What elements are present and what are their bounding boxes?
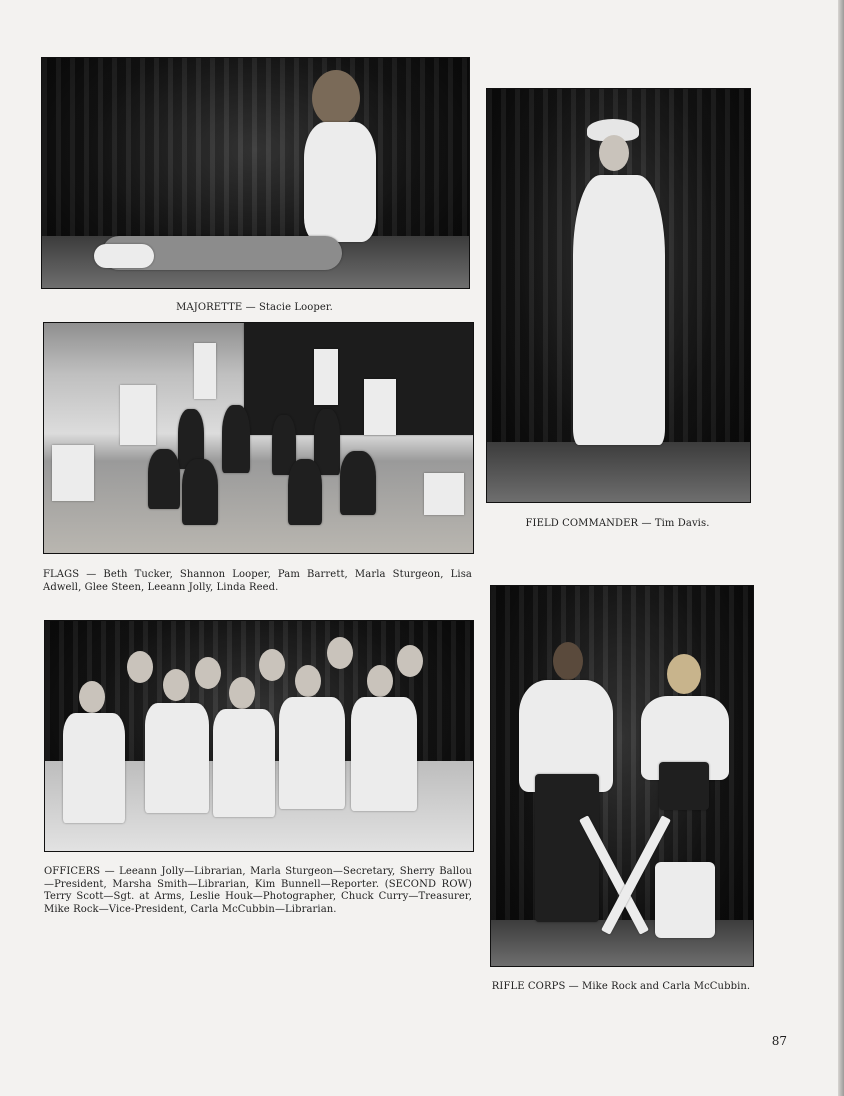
- page-edge: [838, 0, 844, 1096]
- officer-head: [229, 677, 255, 709]
- flag: [120, 385, 156, 445]
- officer-jacket: [279, 697, 345, 809]
- stage-floor: [487, 442, 750, 502]
- flag: [364, 379, 396, 435]
- officer-head: [397, 645, 423, 677]
- flag: [194, 343, 216, 399]
- rifle-corps-caption: RIFLE CORPS — Mike Rock and Carla McCubbin.: [491, 981, 751, 992]
- flags-caption: FLAGS — Beth Tucker, Shannon Looper, Pam Barrett, Marla Sturgeon, Lisa Adwell, Glee Steen, Leeann Jolly, Linda Reed.: [43, 569, 472, 593]
- officer-head: [259, 649, 285, 681]
- rifle-member-pants: [535, 774, 599, 922]
- majorette-boot: [94, 244, 154, 268]
- officer-jacket: [213, 709, 275, 817]
- majorette-figure: [304, 122, 376, 242]
- majorette-photo: [41, 57, 470, 289]
- officers-photo: [44, 620, 474, 852]
- officer-head: [195, 657, 221, 689]
- rifle-member-boots: [655, 862, 715, 938]
- flag: [424, 473, 464, 515]
- flag-girl: [148, 449, 180, 509]
- flag-girl: [182, 459, 218, 525]
- flag: [52, 445, 94, 501]
- officer-head: [295, 665, 321, 697]
- officer-head: [367, 665, 393, 697]
- rifle-member-shorts: [659, 762, 709, 810]
- flag-girl: [222, 405, 250, 473]
- officer-head: [327, 637, 353, 669]
- flag-girl: [288, 459, 322, 525]
- rifle-corps-photo: [490, 585, 754, 967]
- officer-head: [163, 669, 189, 701]
- page-number: 87: [771, 1034, 787, 1048]
- commander-figure: [573, 175, 665, 445]
- officer-head: [127, 651, 153, 683]
- flag: [314, 349, 338, 405]
- field-commander-photo: [486, 88, 751, 503]
- officers-caption: OFFICERS — Leeann Jolly—Librarian, Marla Sturgeon—Secretary, Sherry Ballou—President, Marsha Smith—Librarian, Kim Bunnell—Reporter. (SECOND ROW) Terry Scott—Sgt. at Arms, Leslie Houk—Photographer, Chuck Curry—Treasurer, Mike Rock—Vice-President, Carla McCubbin—Librarian.: [44, 866, 472, 915]
- majorette-head: [312, 70, 360, 126]
- flags-photo: [43, 322, 474, 554]
- rifle-member-head: [667, 654, 701, 694]
- officer-jacket: [145, 703, 209, 813]
- officer-head: [79, 681, 105, 713]
- flag-girl: [340, 451, 376, 515]
- majorette-caption: MAJORETTE — Stacie Looper.: [176, 302, 333, 313]
- officer-jacket: [63, 713, 125, 823]
- officer-jacket: [351, 697, 417, 811]
- rifle-member-head: [553, 642, 583, 680]
- commander-head: [599, 135, 629, 171]
- field-commander-caption: FIELD COMMANDER — Tim Davis.: [525, 518, 710, 529]
- flag-girl: [314, 409, 340, 475]
